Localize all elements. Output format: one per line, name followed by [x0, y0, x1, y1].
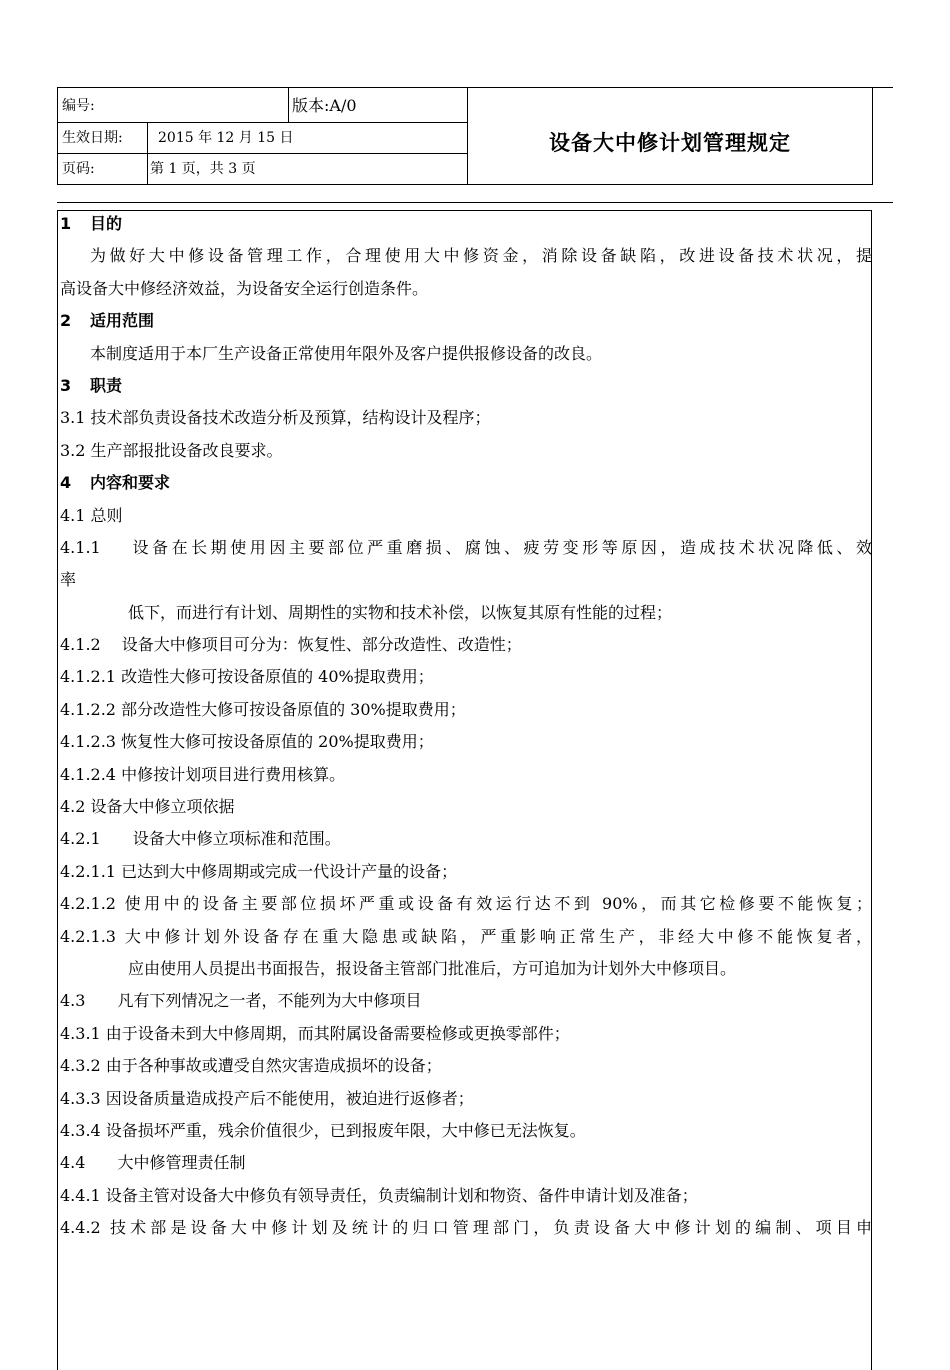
body-line: 4.2 设备大中修立项依据 [60, 797, 235, 817]
body-line: 4.2.1.2 使用中的设备主要部位损坏严重或设备有效运行达不到 90%，而其它检修要不能恢复； [60, 894, 872, 914]
body-line: 率 [60, 570, 77, 590]
header-top-border [57, 87, 893, 88]
body-line: 4.1.2.2 部分改造性大修可按设备原值的 30%提取费用； [60, 699, 466, 719]
body-line: 4.3 凡有下列情况之一者，不能列为大中修项目 [60, 991, 422, 1011]
page-value: 第 1 页，共 3 页 [150, 161, 256, 177]
header-row-divider-1 [57, 122, 467, 123]
body-line: 4.4 大中修管理责任制 [60, 1153, 246, 1173]
header-right-border [872, 87, 873, 184]
effective-date-value: 2015 年 12 月 15 日 [158, 130, 294, 146]
header-col-divider-version [288, 87, 289, 122]
section-title: 职责 [90, 375, 123, 395]
number-label: 编号: [62, 98, 95, 114]
header-bottom-border [57, 184, 873, 185]
body-line: 4.1 总则 [60, 505, 123, 525]
header-left-border [57, 87, 58, 184]
body-line: 本制度适用于本厂生产设备正常使用年限外及客户提供报修设备的改良。 [90, 343, 603, 363]
page-label: 页码: [62, 161, 95, 177]
section-heading [60, 467, 872, 499]
header-separator-line [57, 202, 893, 203]
body-line: 4.3.1 由于设备未到大中修周期，而其附属设备需要检修或更换零部件； [60, 1023, 570, 1043]
body-line: 4.1.2.3 恢复性大修可按设备原值的 20%提取费用； [60, 732, 434, 752]
version-label: 版本:A/0 [292, 96, 357, 115]
body-line: 4.2.1.1 已达到大中修周期或完成一代设计产量的设备； [60, 861, 458, 881]
section-number: 4 [60, 473, 72, 493]
body-line: 4.1.2 设备大中修项目可分为：恢复性、部分改造性、改造性； [60, 635, 522, 655]
section-title: 目的 [90, 214, 123, 233]
section-number: 1 [60, 214, 72, 233]
body-line: 4.3.3 因设备质量造成投产后不能使用，被迫进行返修者； [60, 1088, 474, 1108]
header-col-divider-value [147, 122, 148, 184]
body-line: 4.4.2 技术部是设备大中修计划及统计的归口管理部门，负责设备大中修计划的编制、项目申 [60, 1218, 872, 1238]
header-row-divider-2 [57, 153, 467, 154]
section-number: 2 [60, 311, 72, 331]
body-line: 4.1.2.1 改造性大修可按设备原值的 40%提取费用； [60, 667, 434, 687]
body-line: 3.2 生产部报批设备改良要求。 [60, 440, 283, 460]
body-line: 为做好大中修设备管理工作，合理使用大中修资金，消除设备缺陷，改进设备技术状况，提 [90, 246, 872, 266]
body-line: 4.2.1.3 大中修计划外设备存在重大隐患或缺陷，严重影响正常生产，非经大中修不能恢复者， [60, 926, 872, 946]
body-line: 3.1 技术部负责设备技术改造分析及预算，结构设计及程序； [60, 408, 491, 428]
body-line: 4.1.1 设备在长期使用因主要部位严重磨损、腐蚀、疲劳变形等原因，造成技术状况降低、效 [60, 537, 872, 557]
document-title: 设备大中修计划管理规定 [549, 131, 791, 155]
section-number: 3 [60, 375, 72, 395]
body-line: 4.3.2 由于各种事故或遭受自然灾害造成损坏的设备； [60, 1056, 442, 1076]
effective-date-label: 生效日期: [62, 130, 123, 146]
section-heading [60, 305, 872, 337]
body-line: 4.1.2.4 中修按计划项目进行费用核算。 [60, 764, 346, 784]
section-heading [60, 370, 872, 402]
body-line: 应由使用人员提出书面报告，报设备主管部门批准后，方可追加为计划外大中修项目。 [128, 958, 737, 978]
section-title: 适用范围 [90, 311, 155, 331]
document-body [60, 208, 872, 1245]
section-heading [60, 208, 872, 240]
body-line: 低下，而进行有计划、周期性的实物和技术补偿，以恢复其原有性能的过程； [128, 602, 673, 622]
body-line: 高设备大中修经济效益，为设备安全运行创造条件。 [60, 278, 429, 298]
body-line: 4.4.1 设备主管对设备大中修负有领导责任，负责编制计划和物资、备件申请计划及准备； [60, 1185, 698, 1205]
body-line: 4.2.1 设备大中修立项标准和范围。 [60, 829, 341, 849]
section-title: 内容和要求 [90, 473, 171, 493]
body-line: 4.3.4 设备损坏严重，残余价值很少，已到报废年限，大中修已无法恢复。 [60, 1120, 586, 1140]
